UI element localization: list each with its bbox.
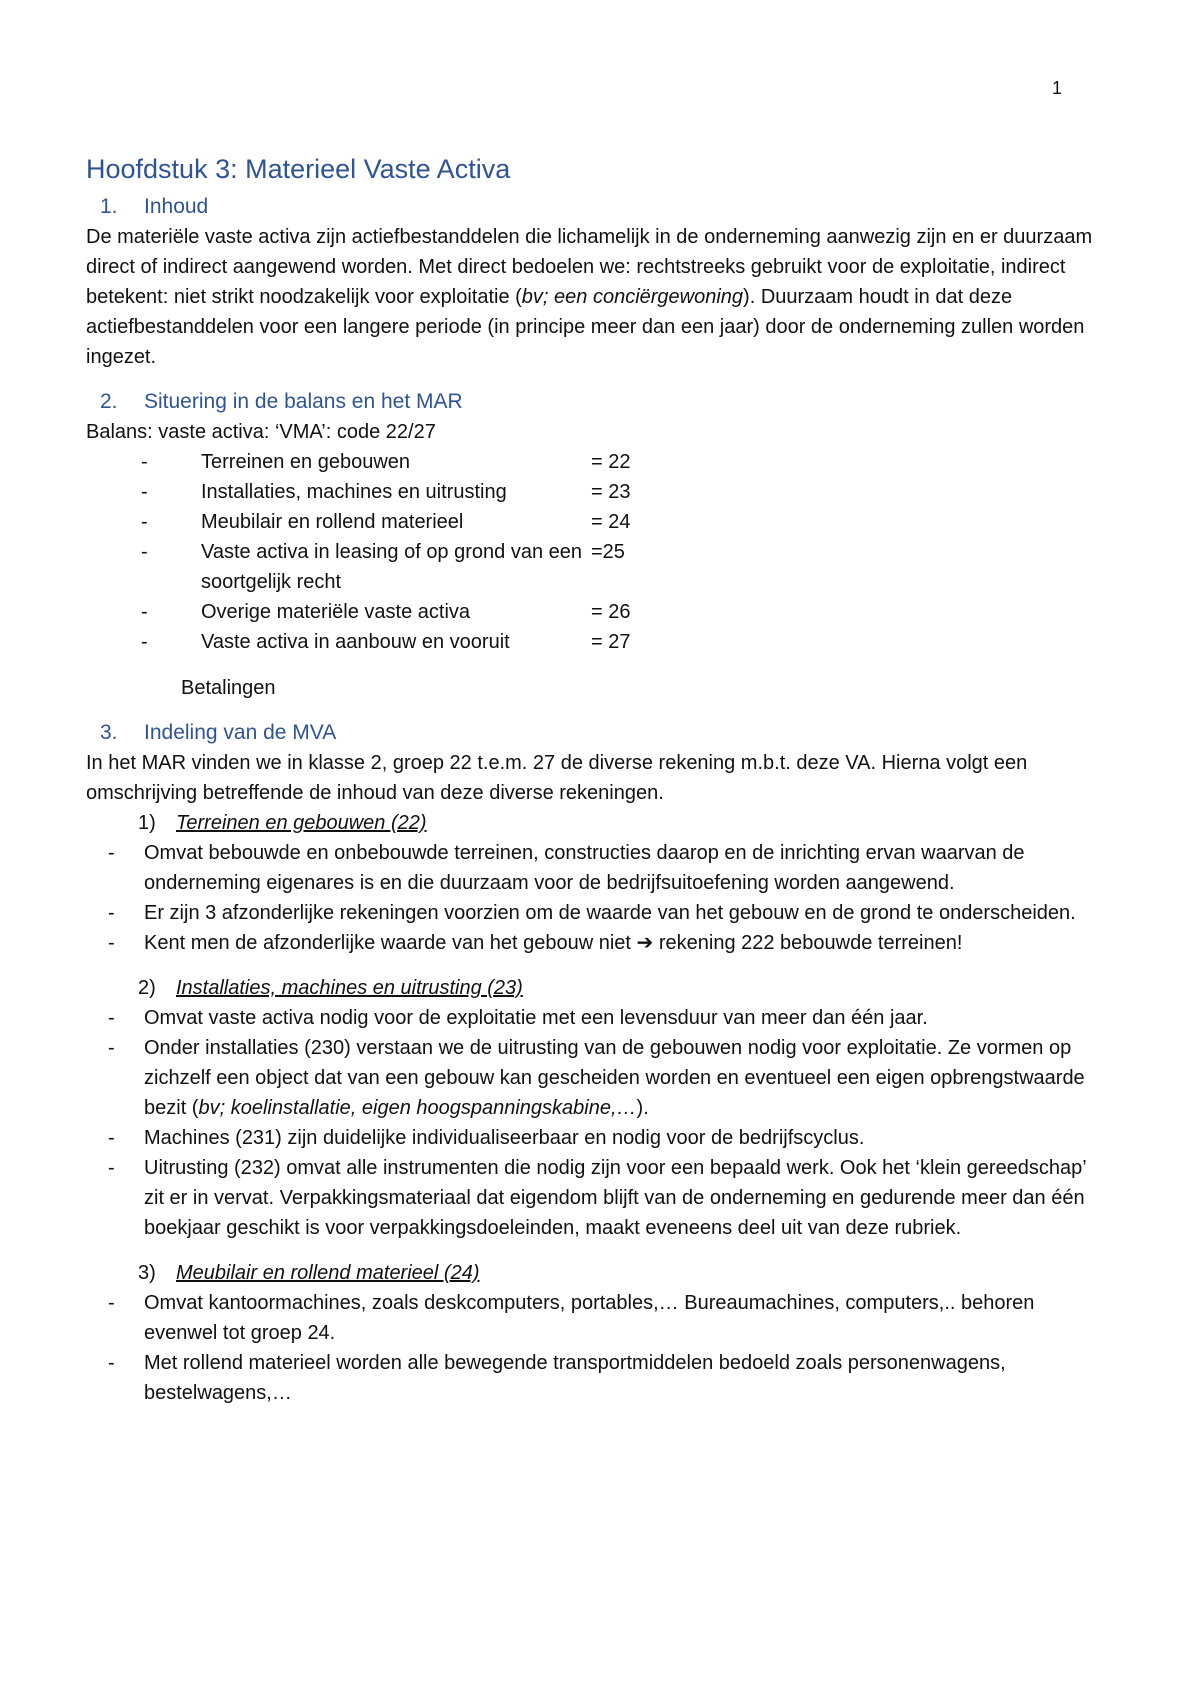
- section-heading-2: 2. Situering in de balans en het MAR: [100, 390, 463, 413]
- list-item: - Installaties, machines en uitrusting = 23: [141, 481, 631, 503]
- list-item: - Onder installaties (230) verstaan we de uitrusting van de gebouwen nodig voor exploitatie. Ze vormen op zichzelf een object dat van een gebouw kan gescheiden worden en eventueel een eigen opbrengstwaarde bezit (bv; koelinstallatie, eigen hoogspanningskabine,…).: [108, 1037, 1085, 1119]
- list-item: - Er zijn 3 afzonderlijke rekeningen voorzien om de waarde van het gebouw en de grond te onderscheiden.: [108, 902, 1076, 924]
- balance-after-text: Betalingen: [181, 677, 276, 699]
- list-item: - Omvat kantoormachines, zoals deskcomputers, portables,… Bureaumachines, computers,.. behoren evenwel tot groep 24.: [108, 1292, 1035, 1344]
- balance-code-list: [86, 447, 1096, 657]
- list-item: - Meubilair en rollend materieel = 24: [141, 511, 631, 533]
- subsection-1-list: [86, 838, 1096, 958]
- section-heading-3: 3. Indeling van de MVA: [100, 721, 337, 744]
- chapter-title: Hoofdstuk 3: Materieel Vaste Activa: [86, 154, 511, 184]
- list-item: - Vaste activa in leasing of op grond van een soortgelijk recht =25: [141, 541, 625, 593]
- list-item: - Overige materiële vaste activa = 26: [141, 601, 631, 623]
- subsection-heading-1: 1) Terreinen en gebouwen (22): [138, 812, 427, 834]
- subsection-heading-3: 3) Meubilair en rollend materieel (24): [138, 1262, 480, 1284]
- list-item: - Machines (231) zijn duidelijke individualiseerbaar en nodig voor de bedrijfscyclus.: [108, 1127, 865, 1149]
- list-item: - Met rollend materieel worden alle bewegende transportmiddelen bedoeld zoals personenwagens, bestelwagens,…: [108, 1352, 1006, 1404]
- subsection-heading-2: 2) Installaties, machines en uitrusting (23): [138, 977, 523, 999]
- balance-intro: Balans: vaste activa: ‘VMA’: code 22/27: [86, 421, 436, 443]
- list-item: - Omvat bebouwde en onbebouwde terreinen, constructies daarop en de inrichting ervan waarvan de onderneming eigenares is en die duurzaam voor de bedrijfsuitoefening worden aangewend.: [108, 842, 1025, 894]
- page-number: 1: [1052, 78, 1063, 98]
- list-item: - Uitrusting (232) omvat alle instrumenten die nodig zijn voor een bepaald werk. Ook het ‘klein gereedschap’ zit er in vervat. Verpakkingsmateriaal dat eigendom blijft van de onderneming en gedurende meer dan één boekjaar geschikt is voor verpakkingsdoeleinden, maakt eveneens deel uit van deze rubriek.: [108, 1157, 1087, 1239]
- section-heading-1: 1. Inhoud: [100, 195, 209, 218]
- section-3-intro: In het MAR vinden we in klasse 2, groep 22 t.e.m. 27 de diverse rekening m.b.t. deze VA. Hierna volgt een omschrijving betreffende de inhoud van deze diverse rekeningen.: [86, 752, 1028, 804]
- list-item: - Kent men de afzonderlijke waarde van het gebouw niet ➔ rekening 222 bebouwde terreinen!: [108, 932, 963, 954]
- list-item: - Terreinen en gebouwen = 22: [141, 451, 631, 473]
- subsection-2-list: [86, 1003, 1096, 1243]
- page-content: [86, 150, 1096, 1408]
- section-1-paragraph: De materiële vaste activa zijn actiefbestanddelen die lichamelijk in de onderneming aanwezig zijn en er duurzaam direct of indirect aangewend worden. Met direct bedoelen we: rechtstreeks gebruikt voor de exploitatie, indirect betekent: niet strikt noodzakelijk voor exploitatie (bv; een conciërgewoning). Duurzaam houdt in dat deze actiefbestanddelen voor een langere periode (in principe meer dan een jaar) door de onderneming zullen worden ingezet.: [86, 226, 1093, 368]
- list-item: - Vaste activa in aanbouw en vooruit = 27: [141, 631, 631, 653]
- list-item: - Omvat vaste activa nodig voor de exploitatie met een levensduur van meer dan één jaar.: [108, 1007, 928, 1029]
- subsection-3-list: [86, 1288, 1096, 1408]
